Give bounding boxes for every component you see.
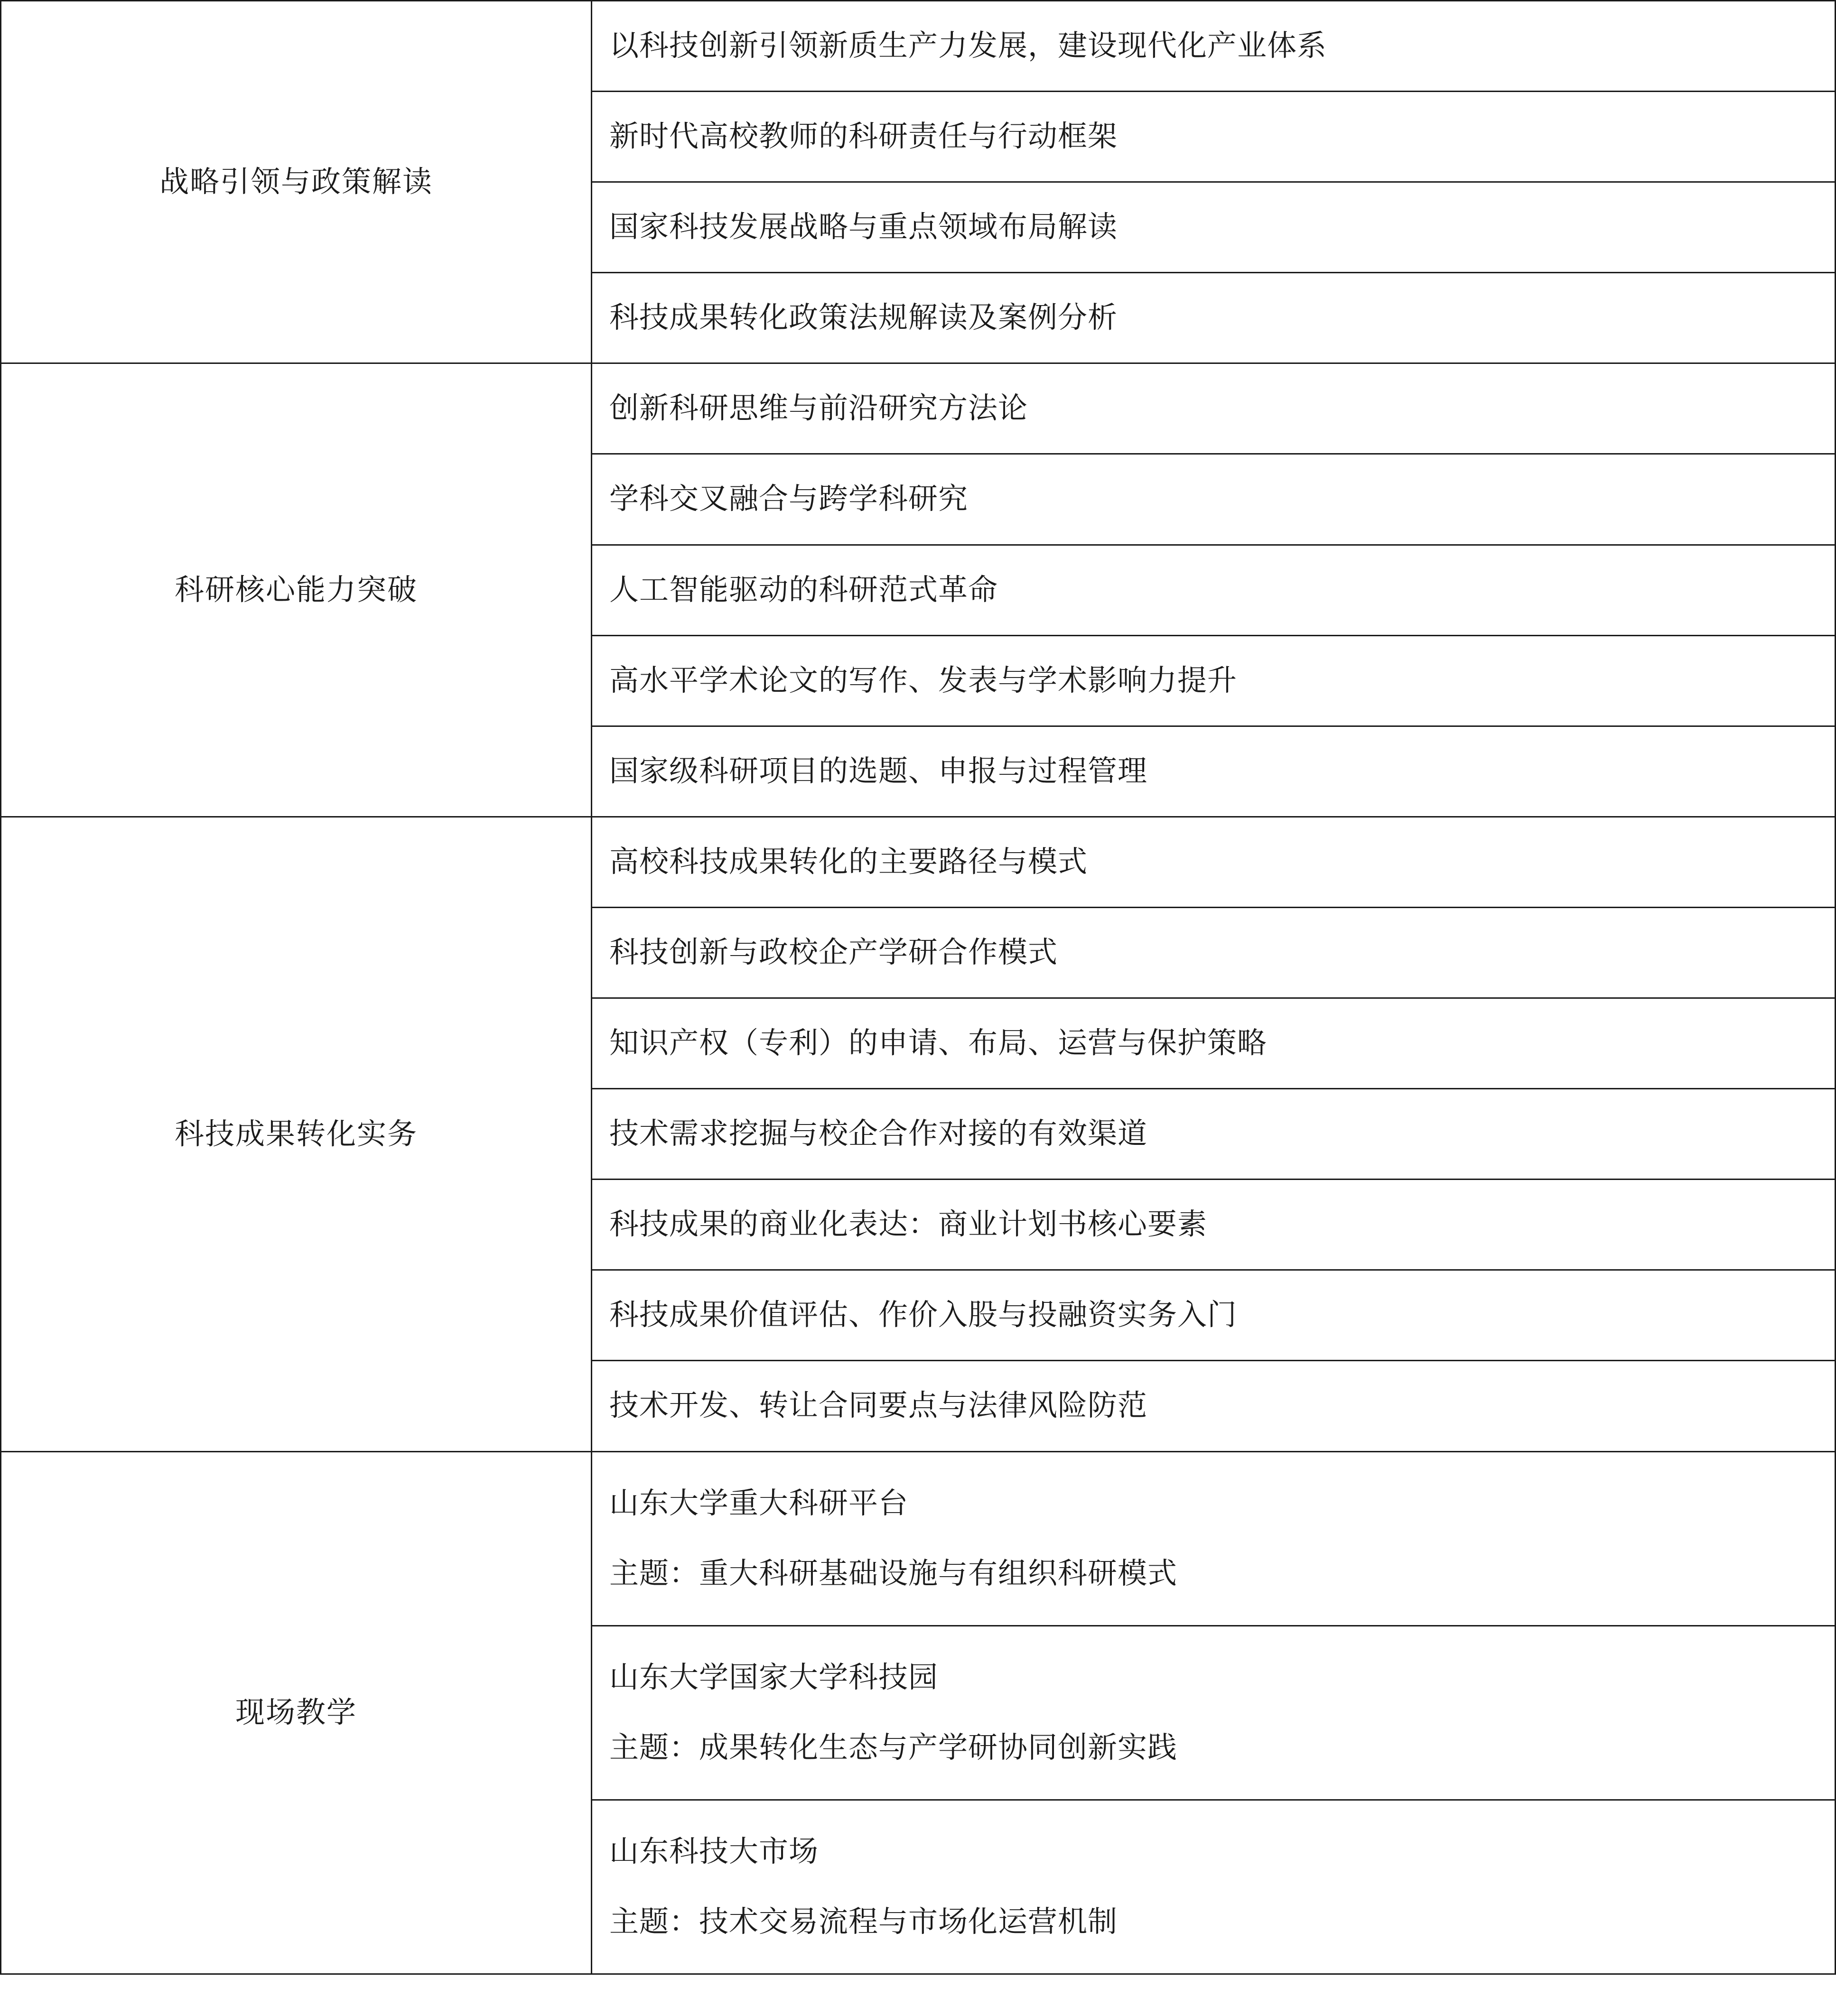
topic-cell xyxy=(592,998,1836,1089)
topic-line: 山东科技大市场 xyxy=(609,1835,819,1868)
topic-cell xyxy=(592,635,1836,726)
topic-cell xyxy=(592,1800,1836,1974)
topic-line: 人工智能驱动的科研范式革命 xyxy=(609,573,998,606)
category-cell: 现场教学 xyxy=(1,1451,592,1974)
topic-cell xyxy=(592,454,1836,545)
topic-cell xyxy=(592,1,1836,92)
topic-line: 山东大学国家大学科技园 xyxy=(609,1661,939,1694)
topic-line: 主题：重大科研基础设施与有组织科研模式 xyxy=(609,1557,1178,1590)
topic-cell xyxy=(592,1089,1836,1180)
topic-line: 科技成果价值评估、作价入股与投融资实务入门 xyxy=(609,1299,1238,1332)
topic-line: 高水平学术论文的写作、发表与学术影响力提升 xyxy=(609,664,1238,697)
topic-cell xyxy=(592,92,1836,182)
category-cell: 科研核心能力突破 xyxy=(1,363,592,817)
topic-cell xyxy=(592,363,1836,454)
topic-cell xyxy=(592,1451,1836,1626)
topic-line: 主题：技术交易流程与市场化运营机制 xyxy=(609,1905,1118,1938)
category-cell: 战略引领与政策解读 xyxy=(1,1,592,363)
topic-cell xyxy=(592,1626,1836,1800)
topic-line: 国家级科研项目的选题、申报与过程管理 xyxy=(609,754,1148,788)
topic-cell xyxy=(592,182,1836,273)
topic-line: 科技成果的商业化表达：商业计划书核心要素 xyxy=(609,1208,1208,1241)
topic-line: 科技创新与政校企产学研合作模式 xyxy=(609,936,1058,969)
topic-line: 国家科技发展战略与重点领域布局解读 xyxy=(609,211,1118,244)
table-row xyxy=(1,1,1836,92)
topic-line: 新时代高校教师的科研责任与行动框架 xyxy=(609,120,1118,153)
topic-line: 创新科研思维与前沿研究方法论 xyxy=(609,392,1028,425)
topic-cell xyxy=(592,545,1836,635)
topic-cell xyxy=(592,1361,1836,1451)
topic-line: 科技成果转化政策法规解读及案例分析 xyxy=(609,301,1118,334)
topic-cell xyxy=(592,726,1836,817)
topic-cell xyxy=(592,907,1836,998)
topic-line: 技术开发、转让合同要点与法律风险防范 xyxy=(609,1389,1148,1422)
topic-line: 以科技创新引领新质生产力发展，建设现代化产业体系 xyxy=(609,29,1327,62)
topic-cell xyxy=(592,1270,1836,1361)
topic-line: 学科交叉融合与跨学科研究 xyxy=(609,483,969,516)
topic-cell xyxy=(592,273,1836,363)
topic-cell xyxy=(592,817,1836,907)
table-row xyxy=(1,1451,1836,1626)
table-row xyxy=(1,817,1836,907)
curriculum-table-body xyxy=(1,1,1836,1974)
topic-line: 山东大学重大科研平台 xyxy=(609,1486,909,1520)
table-row xyxy=(1,363,1836,454)
topic-line: 主题：成果转化生态与产学研协同创新实践 xyxy=(609,1731,1178,1764)
topic-cell xyxy=(592,1180,1836,1270)
topic-line: 高校科技成果转化的主要路径与模式 xyxy=(609,845,1088,878)
topic-line: 技术需求挖掘与校企合作对接的有效渠道 xyxy=(609,1117,1148,1151)
topic-line: 知识产权（专利）的申请、布局、运营与保护策略 xyxy=(609,1027,1267,1060)
category-cell: 科技成果转化实务 xyxy=(1,817,592,1451)
